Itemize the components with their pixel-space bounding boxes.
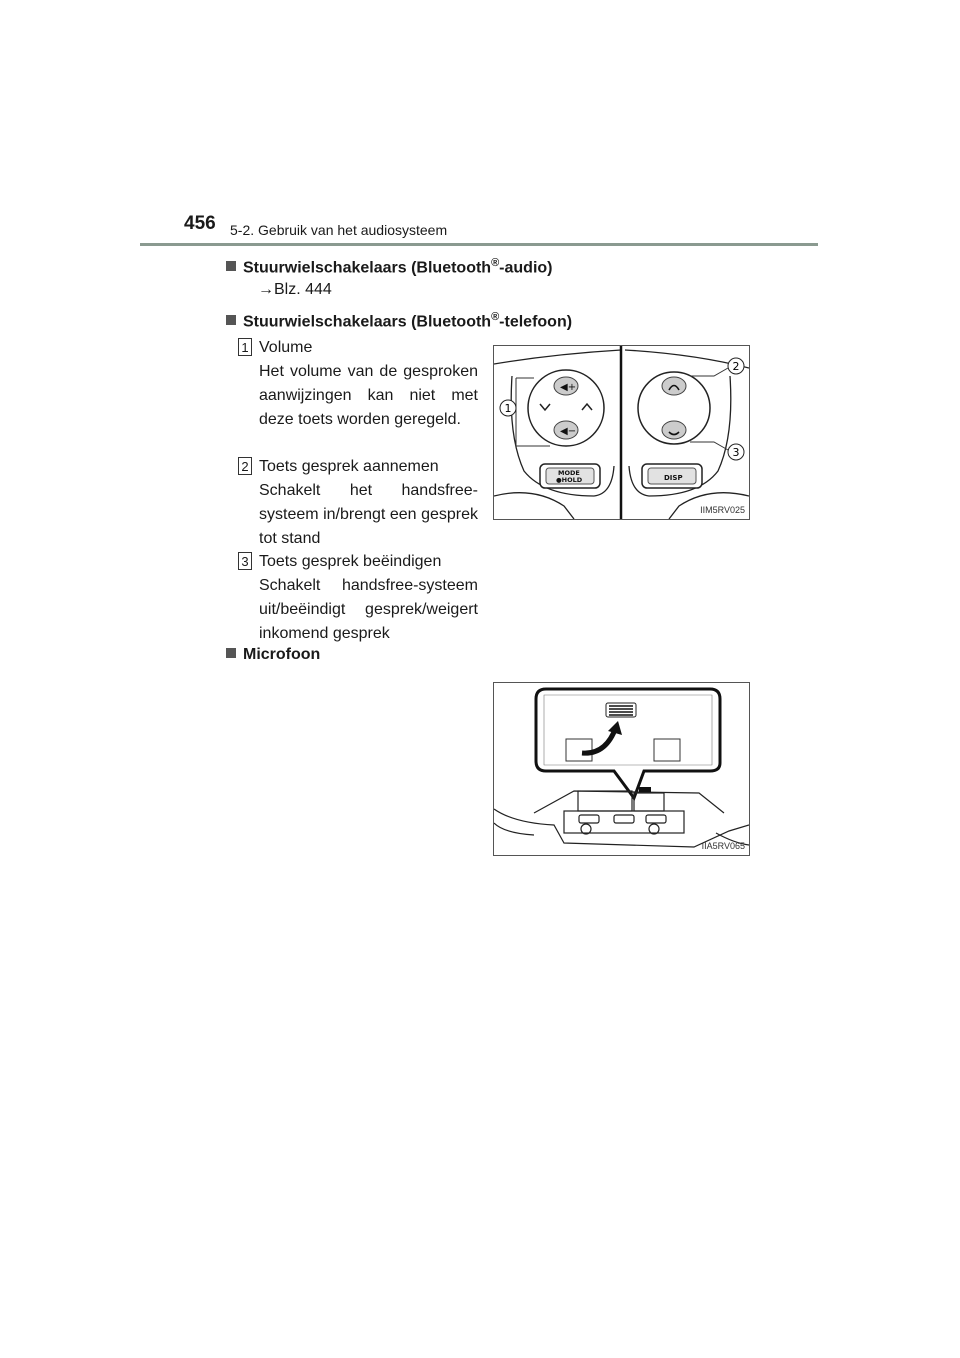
microphone-figure xyxy=(493,682,750,856)
microphone-illustration xyxy=(494,683,749,855)
callout-number: 3 xyxy=(238,552,252,570)
list-item-hangup xyxy=(238,550,478,646)
hold-button-label: HOLD xyxy=(561,476,583,484)
header-divider xyxy=(140,243,818,246)
callout-1 xyxy=(500,400,516,416)
callout-2 xyxy=(728,358,744,374)
item-description: Schakelt het handsfree-systeem in/brengt een gesprek tot stand xyxy=(259,482,478,547)
callout-number: 2 xyxy=(238,457,252,475)
heading-phone: Stuurwielschakelaars (Bluetooth®-telefoon) xyxy=(226,311,572,331)
callout-3 xyxy=(728,444,744,460)
svg-text:●HOLD: ●HOLD xyxy=(556,476,583,484)
heading-microphone: Microfoon xyxy=(226,646,320,664)
svg-text:◀+: ◀+ xyxy=(560,382,577,393)
heading-audio: Stuurwielschakelaars (Bluetooth®-audio) xyxy=(226,257,553,277)
item-label: Toets gesprek beëindigen xyxy=(259,553,442,570)
disp-button-label: DISP xyxy=(664,474,683,482)
figure-code: IIA5RV065 xyxy=(701,841,745,851)
item-description: Schakelt handsfree-systeem uit/beëindigt gesprek/weigert inkomend gesprek xyxy=(259,577,478,642)
item-description: Het volume van de gesproken aanwijzingen kan niet met deze toets worden geregeld. xyxy=(259,363,478,428)
item-label: Volume xyxy=(259,339,313,356)
svg-text:1: 1 xyxy=(504,402,512,415)
zoom-bubble xyxy=(536,689,720,798)
square-bullet-icon xyxy=(226,648,236,658)
page-reference-link[interactable]: →Blz. 444 xyxy=(258,281,332,298)
phone-control xyxy=(638,372,710,444)
svg-text:2: 2 xyxy=(732,360,740,373)
page-number: 456 xyxy=(184,213,216,234)
square-bullet-icon xyxy=(226,261,236,271)
figure-code: IIM5RV025 xyxy=(700,505,745,515)
list-item-answer xyxy=(238,455,478,551)
section-title: 5-2. Gebruik van het audiosysteem xyxy=(230,222,448,238)
volume-control xyxy=(528,370,604,446)
list-item-volume xyxy=(238,336,478,432)
item-label: Toets gesprek aannemen xyxy=(259,458,439,475)
steering-switch-illustration xyxy=(494,346,749,519)
mode-button-label: MODE xyxy=(558,469,580,477)
square-bullet-icon xyxy=(226,315,236,325)
callout-number: 1 xyxy=(238,338,252,356)
steering-switch-figure xyxy=(493,345,750,520)
svg-text:◀−: ◀− xyxy=(560,426,577,437)
svg-text:3: 3 xyxy=(732,446,740,459)
